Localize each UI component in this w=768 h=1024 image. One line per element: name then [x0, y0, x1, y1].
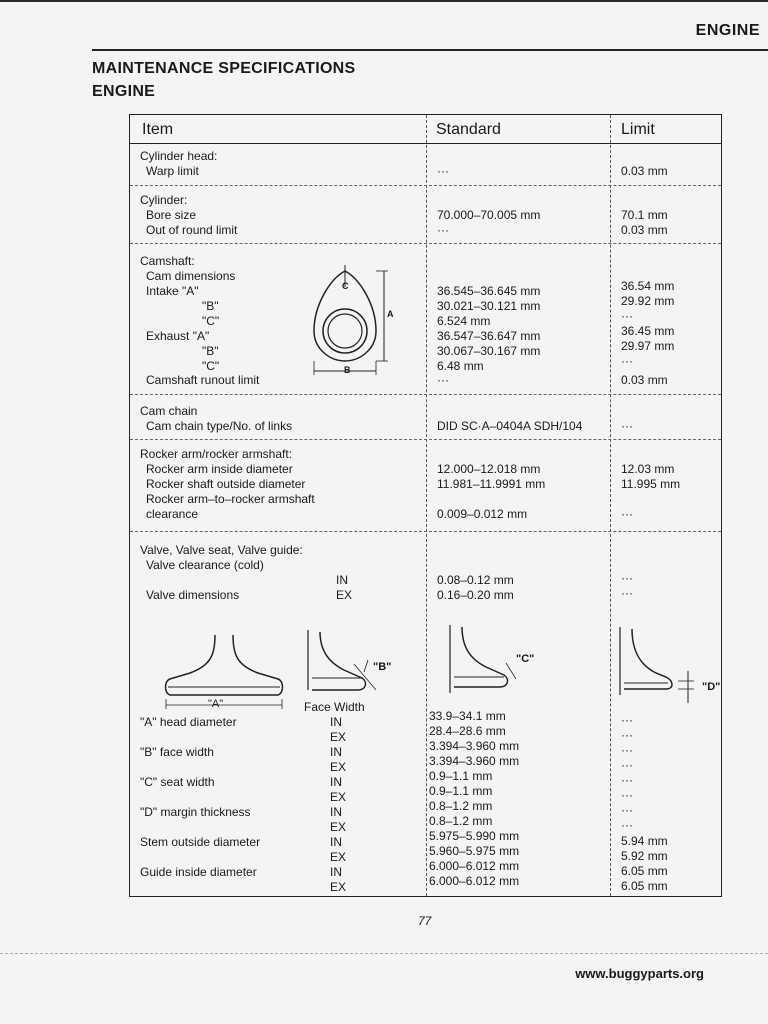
intake-a-label: Intake "A": [146, 284, 199, 298]
margin-thickness-lim-in: ···: [621, 803, 633, 817]
head-diameter-ex: EX: [330, 730, 347, 744]
cylinder-title: Cylinder:: [140, 193, 188, 207]
top-border: [0, 0, 768, 2]
head-diameter-in: IN: [330, 715, 342, 729]
intake-c-label: "C": [202, 314, 220, 328]
head-diameter-label: "A" head diameter: [140, 715, 237, 729]
intake-b-standard: 30.021–30.121 mm: [437, 299, 541, 313]
valve-dim-d: "D": [702, 681, 721, 693]
valve-clearance-ex-standard: 0.16–0.20 mm: [437, 588, 514, 602]
row-divider: [130, 439, 721, 440]
cam-lobe-diagram: [300, 265, 400, 375]
column-divider: [610, 115, 611, 896]
page-number: 77: [418, 914, 432, 928]
rocker-arm-id-standard: 12.000–12.018 mm: [437, 462, 541, 476]
cam-dimensions-label: Cam dimensions: [146, 269, 236, 283]
valve-clearance-ex-limit: ···: [621, 586, 633, 600]
rocker-clearance-line: Rocker arm–to–rocker armshaft: [146, 492, 315, 506]
margin-thickness-std-in: 0.8–1.2 mm: [429, 799, 493, 813]
seat-width-lim-ex: ···: [621, 788, 633, 802]
bore-size-standard: 70.000–70.005 mm: [437, 208, 541, 222]
exhaust-a-limit: 36.45 mm: [621, 324, 675, 338]
warp-limit-label: Warp limit: [146, 164, 199, 178]
intake-b-label: "B": [202, 299, 219, 313]
header-item: Item: [142, 121, 174, 138]
valve-clearance-title: Valve clearance (cold): [146, 558, 264, 572]
header-rule: [92, 49, 768, 51]
camshaft-title: Camshaft:: [140, 254, 195, 268]
guide-id-std-in: 6.000–6.012 mm: [429, 859, 520, 873]
stem-od-lim-in: 5.94 mm: [621, 834, 668, 848]
camshaft-runout-standard: ···: [437, 373, 449, 387]
head-diameter-lim-ex: ···: [621, 728, 633, 742]
rocker-shaft-od-label: Rocker shaft outside diameter: [146, 477, 306, 491]
camshaft-runout-label: Camshaft runout limit: [146, 373, 260, 387]
column-divider: [426, 115, 427, 896]
guide-id-std-ex: 6.000–6.012 mm: [429, 874, 520, 888]
row-divider: [130, 394, 721, 395]
valve-dim-a: "A": [208, 698, 224, 710]
valve-clearance-in-limit: ···: [621, 571, 633, 585]
valve-dim-c: "C": [516, 653, 535, 665]
head-diameter-std-ex: 28.4–28.6 mm: [429, 724, 506, 738]
exhaust-b-limit: 29.97 mm: [621, 339, 675, 353]
spec-table: [129, 114, 722, 897]
face-width-std-in: 3.394–3.960 mm: [429, 739, 520, 753]
guide-id-ex: EX: [330, 880, 347, 894]
stem-od-label: Stem outside diameter: [140, 835, 261, 849]
rocker-clearance-label: clearance: [146, 507, 199, 521]
rocker-shaft-od-limit: 11.995 mm: [621, 477, 681, 491]
head-diameter-std-in: 33.9–34.1 mm: [429, 709, 506, 723]
cam-chain-title: Cam chain: [140, 404, 198, 418]
face-width-std-ex: 3.394–3.960 mm: [429, 754, 520, 768]
rocker-clearance-standard: 0.009–0.012 mm: [437, 507, 528, 521]
seat-width-lim-in: ···: [621, 773, 633, 787]
face-width-label: Face Width: [304, 700, 365, 714]
guide-id-label: Guide inside diameter: [140, 865, 257, 879]
exhaust-b-standard: 30.067–30.167 mm: [437, 344, 541, 358]
margin-thickness-ex: EX: [330, 820, 347, 834]
out-of-round-limit: 0.03 mm: [621, 223, 668, 237]
row-divider: [130, 243, 721, 244]
exhaust-b-label: "B": [202, 344, 219, 358]
face-width-lim-in: ···: [621, 743, 633, 757]
footer-url: www.buggyparts.org: [575, 966, 704, 981]
exhaust-c-limit: ···: [621, 354, 633, 368]
out-of-round-standard: ···: [437, 223, 449, 237]
seat-width-ex: EX: [330, 790, 347, 804]
guide-id-lim-in: 6.05 mm: [621, 864, 668, 878]
valve-dim-b: "B": [373, 661, 392, 673]
cam-chain-type-limit: ···: [621, 419, 633, 433]
stem-od-in: IN: [330, 835, 342, 849]
page-subtitle: ENGINE: [92, 83, 156, 100]
warp-limit-standard: ···: [437, 164, 449, 178]
warp-limit-value: 0.03 mm: [621, 164, 668, 178]
intake-a-limit: 36.54 mm: [621, 279, 675, 293]
row-divider: [130, 531, 721, 532]
face-width-in: IN: [330, 745, 342, 759]
stem-od-std-ex: 5.960–5.975 mm: [429, 844, 520, 858]
bore-size-limit: 70.1 mm: [621, 208, 668, 222]
stem-od-ex: EX: [330, 850, 347, 864]
out-of-round-label: Out of round limit: [146, 223, 238, 237]
cam-dim-b: B: [344, 365, 351, 375]
face-width-lim-ex: ···: [621, 758, 633, 772]
cam-dim-c: C: [342, 281, 349, 291]
seat-width-label: "C" seat width: [140, 775, 215, 789]
seat-width-in: IN: [330, 775, 342, 789]
valve-head-diagram: [160, 635, 290, 710]
valve-clearance-in-label: IN: [336, 573, 348, 587]
valve-dimensions-label: Valve dimensions: [146, 588, 240, 602]
exhaust-c-label: "C": [202, 359, 220, 373]
footer-rule: [0, 953, 768, 954]
guide-id-lim-ex: 6.05 mm: [621, 879, 668, 893]
face-width-row-label: "B" face width: [140, 745, 214, 759]
header-divider: [130, 143, 721, 144]
rocker-shaft-od-standard: 11.981–11.9991 mm: [437, 477, 546, 491]
stem-od-lim-ex: 5.92 mm: [621, 849, 668, 863]
cam-dim-a: A: [387, 309, 394, 319]
intake-a-standard: 36.545–36.645 mm: [437, 284, 541, 298]
stem-od-std-in: 5.975–5.990 mm: [429, 829, 520, 843]
face-width-ex: EX: [330, 760, 347, 774]
header-limit: Limit: [621, 121, 655, 138]
exhaust-c-standard: 6.48 mm: [437, 359, 484, 373]
row-divider: [130, 185, 721, 186]
intake-c-limit: ···: [621, 309, 633, 323]
valve-title: Valve, Valve seat, Valve guide:: [140, 543, 303, 557]
cam-chain-type-standard: DID SC·A–0404A SDH/104: [437, 419, 583, 433]
rocker-title: Rocker arm/rocker armshaft:: [140, 447, 293, 461]
margin-thickness-in: IN: [330, 805, 342, 819]
intake-c-standard: 6.524 mm: [437, 314, 491, 328]
camshaft-runout-limit: 0.03 mm: [621, 373, 668, 387]
margin-thickness-std-ex: 0.8–1.2 mm: [429, 814, 493, 828]
margin-thickness-lim-ex: ···: [621, 818, 633, 832]
valve-clearance-in-standard: 0.08–0.12 mm: [437, 573, 514, 587]
intake-b-limit: 29.92 mm: [621, 294, 675, 308]
bore-size-label: Bore size: [146, 208, 197, 222]
page-title: MAINTENANCE SPECIFICATIONS: [92, 60, 356, 77]
cylinder-head-title: Cylinder head:: [140, 149, 218, 163]
rocker-arm-id-label: Rocker arm inside diameter: [146, 462, 293, 476]
section-header: ENGINE: [695, 22, 760, 39]
head-diameter-lim-in: ···: [621, 713, 633, 727]
seat-width-std-ex: 0.9–1.1 mm: [429, 784, 493, 798]
rocker-arm-id-limit: 12.03 mm: [621, 462, 675, 476]
header-standard: Standard: [436, 121, 501, 138]
margin-thickness-label: "D" margin thickness: [140, 805, 251, 819]
rocker-clearance-limit: ···: [621, 507, 633, 521]
exhaust-a-label: Exhaust "A": [146, 329, 210, 343]
guide-id-in: IN: [330, 865, 342, 879]
cam-chain-type-label: Cam chain type/No. of links: [146, 419, 293, 433]
exhaust-a-standard: 36.547–36.647 mm: [437, 329, 541, 343]
valve-clearance-ex-label: EX: [336, 588, 353, 602]
seat-width-std-in: 0.9–1.1 mm: [429, 769, 493, 783]
